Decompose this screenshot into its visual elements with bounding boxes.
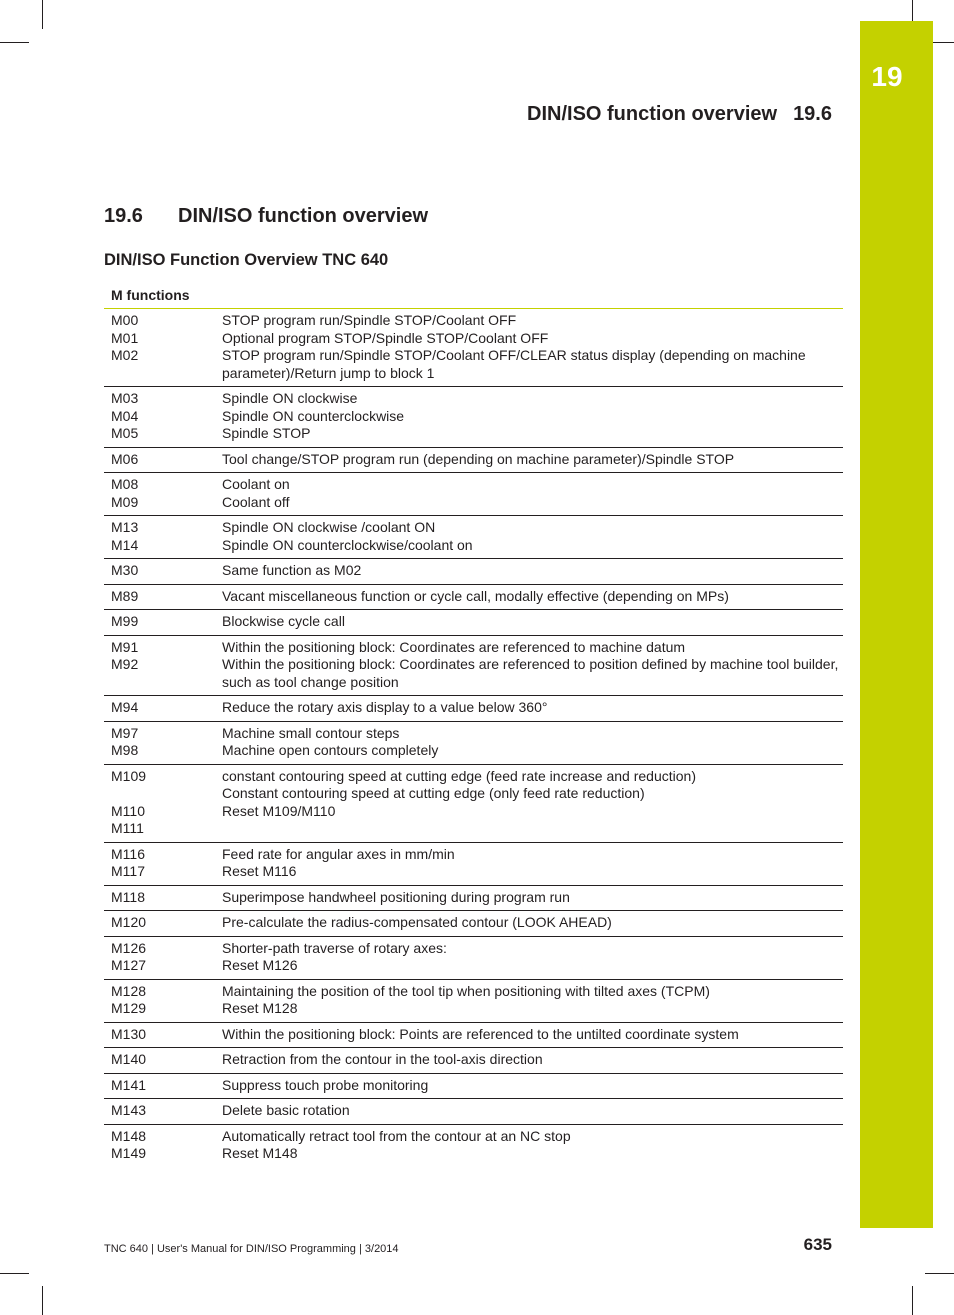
m-code: M30	[111, 562, 139, 578]
table-row	[104, 636, 843, 697]
function-description: Spindle ON counterclockwise/coolant on	[222, 536, 473, 553]
function-descriptions	[222, 725, 843, 760]
m-code	[111, 785, 222, 803]
table-row	[104, 722, 843, 765]
function-descriptions	[222, 983, 843, 1018]
m-code: M141	[111, 1076, 147, 1093]
function-description: Within the positioning block: Coordinates are referenced to machine datum	[222, 638, 686, 655]
function-descriptions	[222, 588, 843, 606]
function-descriptions	[222, 846, 843, 881]
function-descriptions	[222, 613, 843, 631]
table-row	[104, 473, 843, 516]
m-code: M00	[111, 312, 139, 328]
m-code: M129	[111, 1000, 147, 1016]
m-code: M05	[111, 425, 139, 441]
table-row	[104, 843, 843, 886]
m-code: M14	[111, 536, 139, 553]
m-code: M92	[111, 656, 139, 672]
function-codes	[104, 562, 222, 580]
function-description: Optional program STOP/Spindle STOP/Coolant OFF	[222, 329, 549, 346]
function-description	[222, 820, 843, 838]
subsection-title: DIN/ISO Function Overview TNC 640	[104, 251, 389, 269]
m-code: M89	[111, 587, 139, 604]
function-description: Retraction from the contour in the tool-axis direction	[222, 1051, 543, 1067]
table-row	[104, 585, 843, 611]
crop-mark	[925, 1273, 954, 1274]
section-number: 19.6	[104, 205, 143, 227]
m-code: M03	[111, 390, 139, 406]
function-description: Shorter-path traverse of rotary axes:	[222, 939, 447, 956]
function-description: Maintaining the position of the tool tip when positioning with tilted axes (TCPM)	[222, 982, 710, 999]
function-codes	[104, 1102, 222, 1120]
function-description: Coolant on	[222, 476, 290, 492]
function-description: Reset M148	[222, 1145, 298, 1161]
table-row	[104, 886, 843, 912]
table-row	[104, 610, 843, 636]
table-row	[104, 696, 843, 722]
table-row	[104, 387, 843, 448]
function-codes	[104, 613, 222, 631]
crop-mark	[42, 1286, 43, 1315]
table-row	[104, 448, 843, 474]
m-code: M97	[111, 724, 139, 741]
table-row	[104, 1023, 843, 1049]
m-code: M94	[111, 699, 139, 715]
function-codes	[104, 390, 222, 443]
function-description: Vacant miscellaneous function or cycle call, modally effective (depending on MPs)	[222, 587, 729, 604]
function-codes	[104, 519, 222, 554]
function-descriptions	[222, 451, 843, 469]
function-codes	[104, 983, 222, 1018]
function-descriptions	[222, 312, 843, 382]
m-code: M13	[111, 519, 139, 535]
table-row	[104, 516, 843, 559]
function-description: Machine open contours completely	[222, 742, 439, 758]
running-section: 19.6	[793, 103, 832, 125]
function-descriptions	[222, 1026, 843, 1044]
m-code: M111	[111, 820, 144, 836]
function-descriptions	[222, 699, 843, 717]
function-description: Blockwise cycle call	[222, 613, 345, 629]
function-description: Same function as M02	[222, 562, 362, 578]
function-description: STOP program run/Spindle STOP/Coolant OFF	[222, 312, 517, 328]
table-row	[104, 1074, 843, 1100]
crop-mark	[0, 1273, 29, 1274]
m-code	[111, 674, 222, 692]
function-descriptions	[222, 562, 843, 580]
function-descriptions	[222, 1128, 843, 1163]
m-code: M140	[111, 1051, 147, 1067]
table-row	[104, 1048, 843, 1074]
m-code: M01	[111, 329, 139, 346]
function-description: Reset M116	[222, 863, 297, 879]
table-row	[104, 937, 843, 980]
function-codes	[104, 1077, 222, 1095]
m-code: M127	[111, 957, 147, 973]
page-number: 635	[803, 1235, 832, 1254]
function-description: Machine small contour steps	[222, 724, 400, 741]
m-code: M09	[111, 493, 139, 510]
crop-mark	[0, 42, 29, 43]
crop-mark	[912, 1286, 913, 1315]
function-codes	[104, 1128, 222, 1163]
function-codes	[104, 1026, 222, 1044]
table-row	[104, 1099, 843, 1125]
table-row	[104, 309, 843, 387]
function-descriptions	[222, 390, 843, 443]
function-description: Within the positioning block: Points are referenced to the untilted coordinate system	[222, 1025, 739, 1042]
running-title: DIN/ISO function overview	[527, 103, 778, 125]
m-code: M109	[111, 767, 147, 784]
section-title	[104, 205, 428, 228]
m-functions-table	[104, 283, 843, 1167]
function-description: Superimpose handwheel positioning during program run	[222, 888, 570, 905]
m-code: M117	[111, 863, 145, 879]
table-row	[104, 911, 843, 937]
function-descriptions	[222, 914, 843, 932]
function-codes	[104, 312, 222, 382]
function-descriptions	[222, 1102, 843, 1120]
m-code: M02	[111, 347, 139, 363]
function-description: Pre-calculate the radius-compensated contour (LOOK AHEAD)	[222, 914, 612, 930]
m-code: M130	[111, 1025, 147, 1042]
m-code: M98	[111, 742, 139, 758]
function-descriptions	[222, 519, 843, 554]
m-code: M91	[111, 638, 139, 655]
function-descriptions	[222, 889, 843, 907]
function-description: STOP program run/Spindle STOP/Coolant OFF/CLEAR status display (depending on machine parameter)/Return jump to block 1	[222, 347, 806, 381]
function-description: Tool change/STOP program run (depending on machine parameter)/Spindle STOP	[222, 450, 735, 467]
function-description: constant contouring speed at cutting edge (feed rate increase and reduction)	[222, 767, 696, 784]
function-description: Spindle STOP	[222, 425, 311, 441]
function-codes	[104, 699, 222, 717]
m-code	[111, 365, 222, 383]
crop-mark	[42, 0, 43, 29]
function-codes	[104, 940, 222, 975]
function-description: Reset M109/M110	[222, 802, 336, 819]
m-code: M149	[111, 1145, 147, 1161]
table-header: M functions	[104, 283, 843, 309]
section-title-text: DIN/ISO function overview	[178, 205, 429, 227]
m-code: M06	[111, 450, 139, 467]
m-code: M04	[111, 407, 139, 424]
function-descriptions	[222, 768, 843, 838]
function-codes	[104, 639, 222, 692]
footer-text: TNC 640 | User's Manual for DIN/ISO Programming | 3/2014	[104, 1243, 399, 1255]
function-codes	[104, 588, 222, 606]
function-descriptions	[222, 1077, 843, 1095]
chapter-tab	[860, 21, 933, 1228]
table-body	[104, 309, 843, 1167]
function-codes	[104, 451, 222, 469]
m-code: M128	[111, 982, 147, 999]
table-row	[104, 1125, 843, 1167]
function-descriptions	[222, 476, 843, 511]
function-codes	[104, 725, 222, 760]
function-description: Spindle ON clockwise	[222, 390, 358, 406]
function-descriptions	[222, 639, 843, 692]
function-description: Feed rate for angular axes in mm/min	[222, 845, 455, 862]
function-descriptions	[222, 1051, 843, 1069]
m-code: M126	[111, 939, 147, 956]
m-code: M143	[111, 1102, 147, 1118]
function-codes	[104, 914, 222, 932]
table-row	[104, 559, 843, 585]
table-row	[104, 980, 843, 1023]
m-code: M99	[111, 613, 139, 629]
function-codes	[104, 846, 222, 881]
function-description: Constant contouring speed at cutting edge (only feed rate reduction)	[222, 785, 645, 801]
function-description: Reset M128	[222, 1000, 298, 1016]
table-row	[104, 765, 843, 843]
function-description: Within the positioning block: Coordinates are referenced to position defined by machine tool builder, such as tool change position	[222, 656, 839, 690]
function-descriptions	[222, 940, 843, 975]
running-header	[527, 103, 832, 126]
function-description: Suppress touch probe monitoring	[222, 1076, 429, 1093]
function-description: Reduce the rotary axis display to a value below 360°	[222, 699, 548, 715]
function-description: Automatically retract tool from the contour at an NC stop	[222, 1127, 571, 1144]
m-code: M116	[111, 845, 145, 862]
function-description: Spindle ON counterclockwise	[222, 407, 405, 424]
function-description: Spindle ON clockwise /coolant ON	[222, 519, 436, 535]
function-codes	[104, 889, 222, 907]
function-description: Reset M126	[222, 957, 298, 973]
m-code: M148	[111, 1127, 147, 1144]
chapter-number: 19	[871, 61, 903, 92]
function-codes	[104, 476, 222, 511]
function-codes	[104, 1051, 222, 1069]
m-code: M110	[111, 802, 145, 819]
function-codes	[104, 768, 222, 838]
m-code: M118	[111, 888, 145, 905]
function-description: Coolant off	[222, 493, 290, 510]
function-description: Delete basic rotation	[222, 1102, 350, 1118]
m-code: M08	[111, 476, 139, 492]
m-code: M120	[111, 914, 147, 930]
